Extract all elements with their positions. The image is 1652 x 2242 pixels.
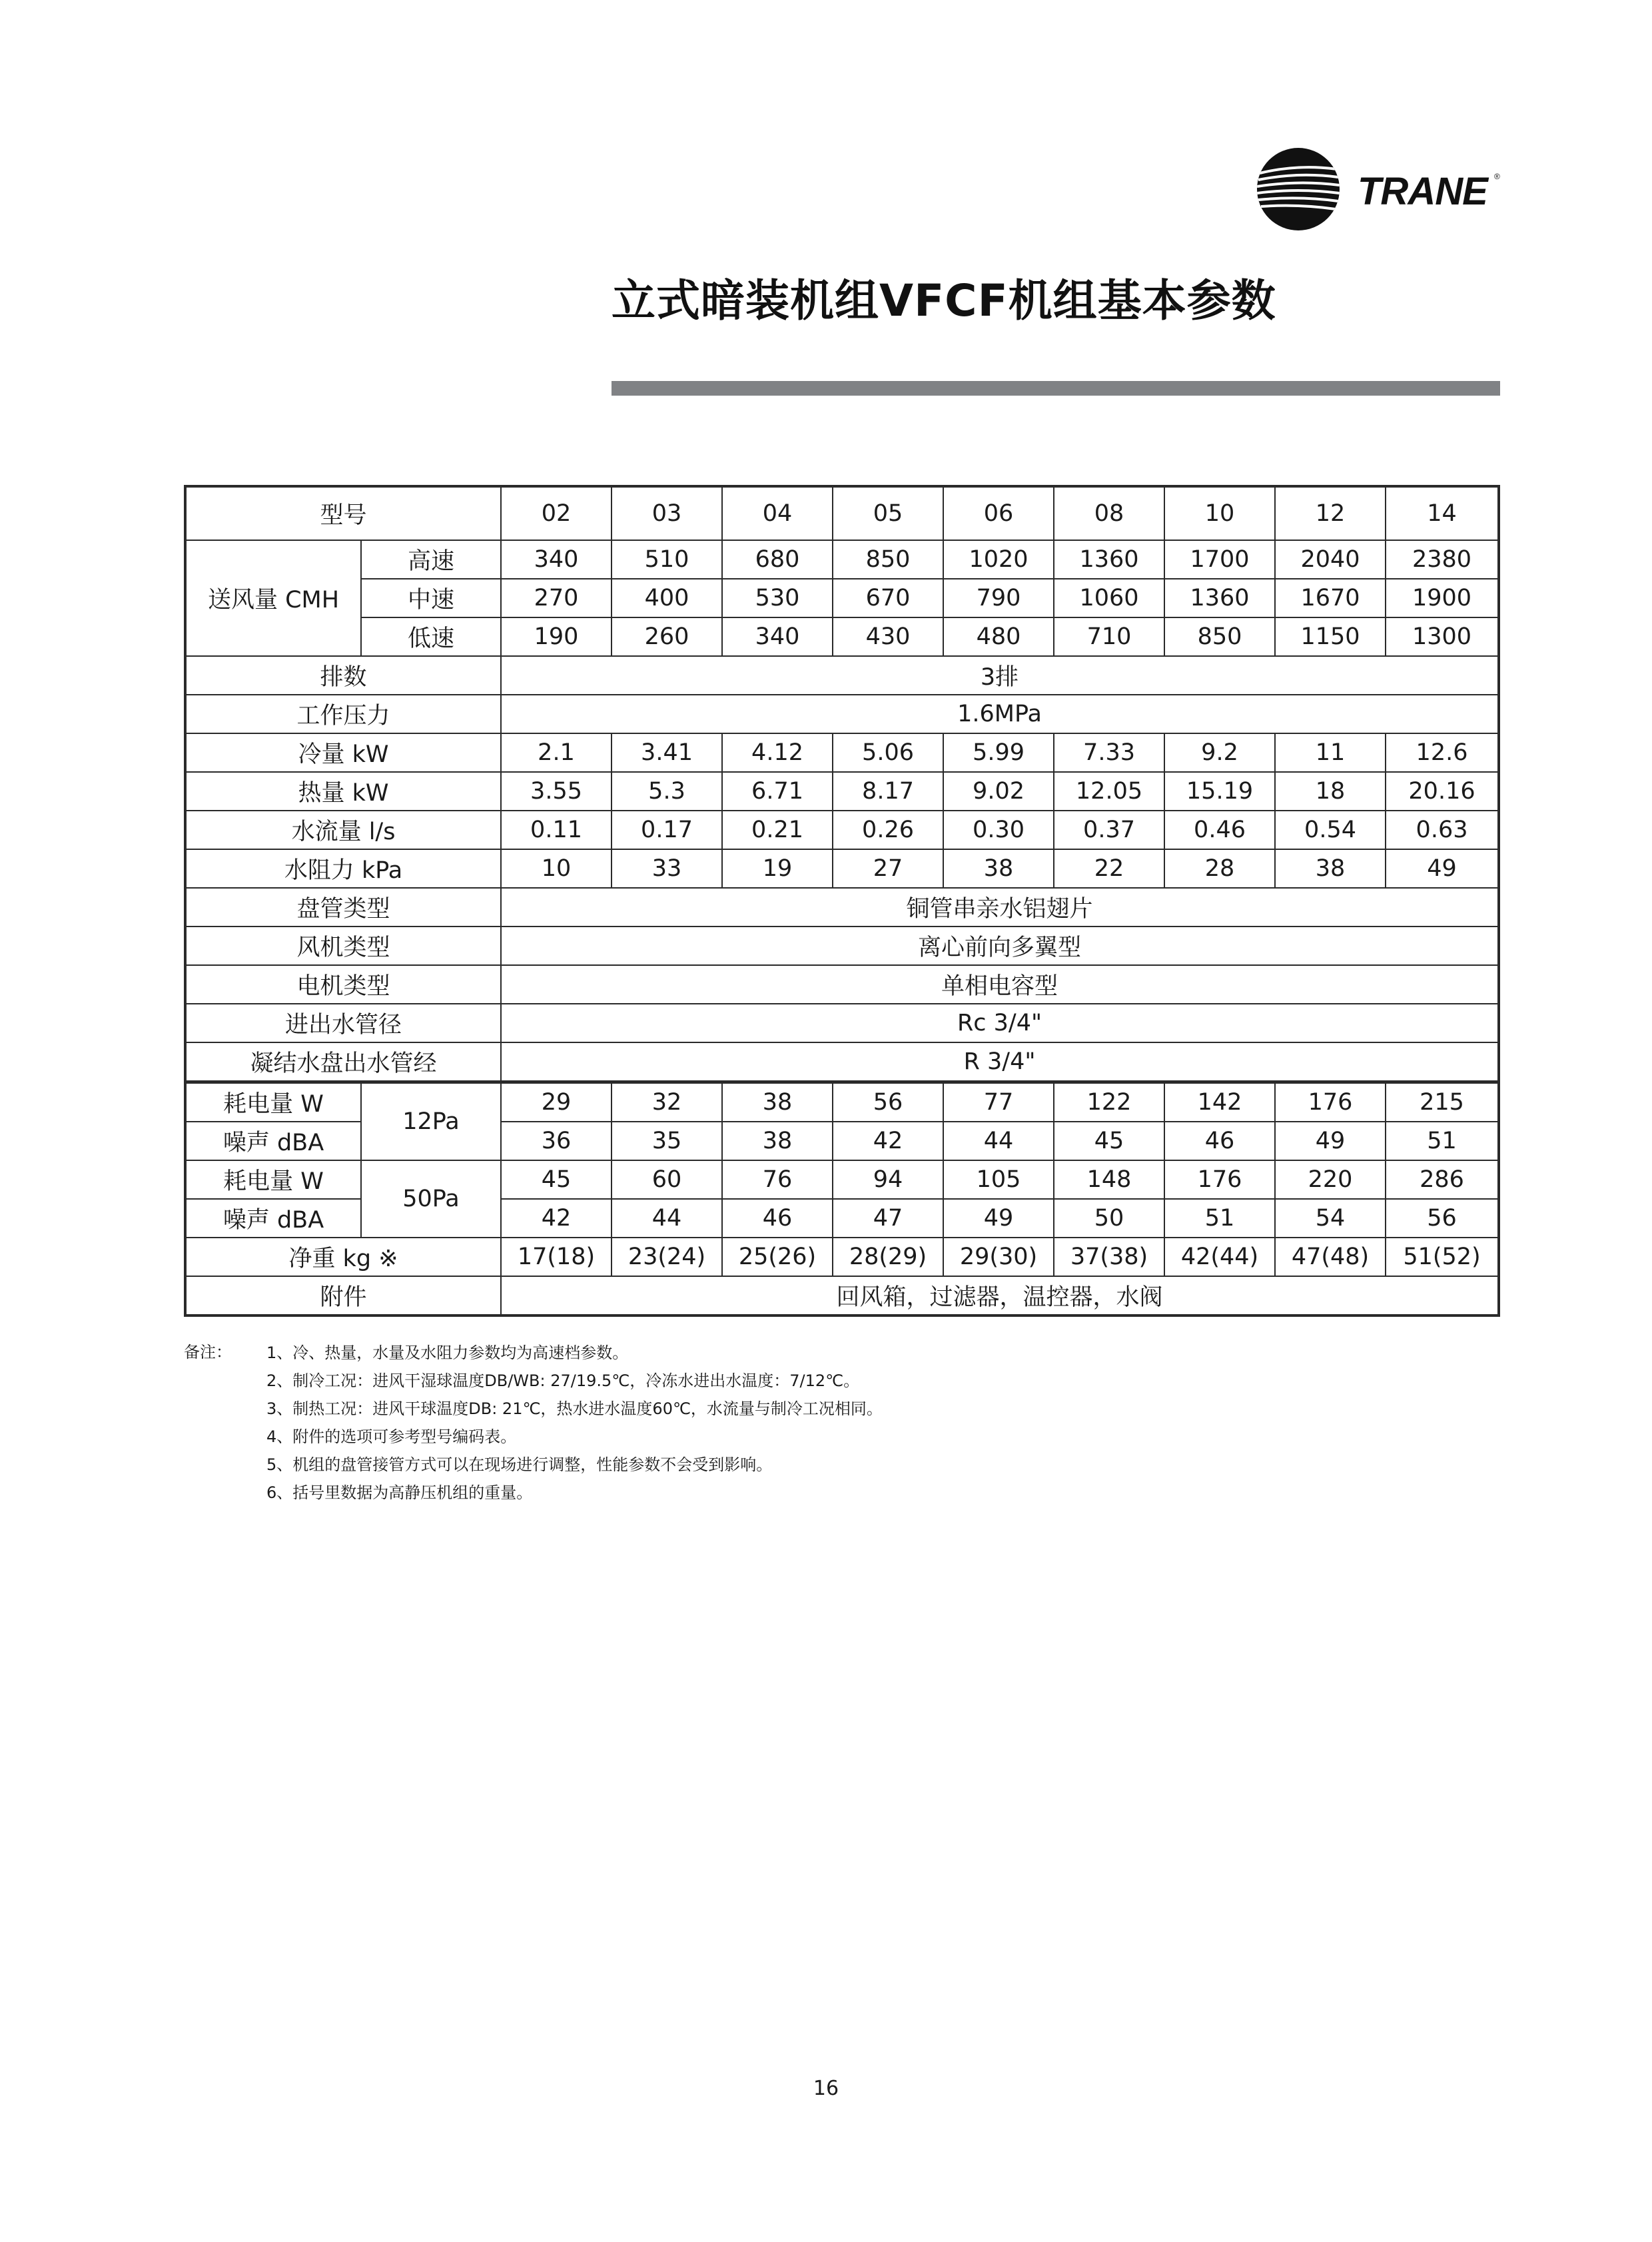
water-resistance-label: 水阻力 kPa <box>185 849 501 888</box>
table-cell: 670 <box>833 579 943 617</box>
model-cell: 02 <box>501 486 612 540</box>
table-cell: 0.63 <box>1386 811 1499 849</box>
table-cell: 1900 <box>1386 579 1499 617</box>
model-cell: 04 <box>722 486 833 540</box>
model-cell: 03 <box>612 486 722 540</box>
table-cell: 38 <box>943 849 1054 888</box>
table-cell: 54 <box>1275 1199 1386 1238</box>
table-cell: 18 <box>1275 772 1386 811</box>
table-cell: 12.6 <box>1386 733 1499 772</box>
table-cell: 6.71 <box>722 772 833 811</box>
table-cell: 42(44) <box>1164 1238 1275 1276</box>
cooling-label: 冷量 kW <box>185 733 501 772</box>
table-cell: 340 <box>722 617 833 656</box>
table-cell: 9.02 <box>943 772 1054 811</box>
table-cell: 32 <box>612 1082 722 1122</box>
table-cell: 4.12 <box>722 733 833 772</box>
table-row <box>185 849 1499 888</box>
table-cell: 105 <box>943 1160 1054 1199</box>
water-flow-label: 水流量 l/s <box>185 811 501 849</box>
table-row <box>185 888 1499 927</box>
table-cell: 1150 <box>1275 617 1386 656</box>
registered-mark: ® <box>1494 172 1500 181</box>
table-row <box>185 772 1499 811</box>
table-cell: 49 <box>943 1199 1054 1238</box>
table-cell: 0.46 <box>1164 811 1275 849</box>
note-item: 3、制热工况：进风干球温度DB: 21℃，热水进水温度60℃，水流量与制冷工况相同。 <box>266 1399 883 1418</box>
trane-logo <box>1256 147 1502 233</box>
table-cell: 1020 <box>943 540 1054 579</box>
trane-emblem-icon <box>1256 147 1341 232</box>
table-cell: 56 <box>1386 1199 1499 1238</box>
table-row <box>185 811 1499 849</box>
speed-label: 低速 <box>361 617 501 656</box>
table-cell: 29(30) <box>943 1238 1054 1276</box>
table-row <box>185 1082 1499 1122</box>
table-cell: 35 <box>612 1122 722 1160</box>
table-cell: 0.26 <box>833 811 943 849</box>
table-cell: 530 <box>722 579 833 617</box>
pipe-size-value: Rc 3/4" <box>501 1004 1499 1042</box>
noise-label: 噪声 dBA <box>185 1122 361 1160</box>
table-cell: 2.1 <box>501 733 612 772</box>
table-cell: 45 <box>1054 1122 1164 1160</box>
table-cell: 60 <box>612 1160 722 1199</box>
page-title: 立式暗装机组VFCF机组基本参数 <box>612 275 1276 326</box>
table-cell: 15.19 <box>1164 772 1275 811</box>
table-cell: 22 <box>1054 849 1164 888</box>
table-cell: 122 <box>1054 1082 1164 1122</box>
table-cell: 270 <box>501 579 612 617</box>
table-cell: 5.06 <box>833 733 943 772</box>
model-cell: 12 <box>1275 486 1386 540</box>
table-cell: 94 <box>833 1160 943 1199</box>
table-cell: 850 <box>1164 617 1275 656</box>
airflow-label: 送风量 CMH <box>185 540 361 656</box>
table-cell: 142 <box>1164 1082 1275 1122</box>
table-row <box>185 695 1499 733</box>
table-cell: 2380 <box>1386 540 1499 579</box>
table-cell: 44 <box>612 1199 722 1238</box>
table-cell: 680 <box>722 540 833 579</box>
fan-type-label: 风机类型 <box>185 927 501 965</box>
table-cell: 23(24) <box>612 1238 722 1276</box>
table-cell: 47(48) <box>1275 1238 1386 1276</box>
note-item: 4、附件的选项可参考型号编码表。 <box>266 1427 517 1446</box>
model-label: 型号 <box>185 486 501 540</box>
table-cell: 28 <box>1164 849 1275 888</box>
table-cell: 400 <box>612 579 722 617</box>
table-row <box>185 733 1499 772</box>
motor-type-value: 单相电容型 <box>501 965 1499 1004</box>
coil-type-value: 铜管串亲水铝翅片 <box>501 888 1499 927</box>
table-cell: 8.17 <box>833 772 943 811</box>
table-cell: 42 <box>833 1122 943 1160</box>
table-cell: 50 <box>1054 1199 1164 1238</box>
table-row <box>185 1004 1499 1042</box>
model-cell: 08 <box>1054 486 1164 540</box>
table-cell: 20.16 <box>1386 772 1499 811</box>
rows-count-value: 3排 <box>501 656 1499 695</box>
table-cell: 56 <box>833 1082 943 1122</box>
table-cell: 710 <box>1054 617 1164 656</box>
power-label: 耗电量 W <box>185 1160 361 1199</box>
table-cell: 5.3 <box>612 772 722 811</box>
table-cell: 0.30 <box>943 811 1054 849</box>
table-cell: 10 <box>501 849 612 888</box>
title-underline-bar <box>612 381 1500 396</box>
table-cell: 5.99 <box>943 733 1054 772</box>
coil-type-label: 盘管类型 <box>185 888 501 927</box>
table-row <box>185 1042 1499 1082</box>
table-cell: 33 <box>612 849 722 888</box>
work-pressure-value: 1.6MPa <box>501 695 1499 733</box>
table-row <box>185 1160 1499 1199</box>
table-cell: 27 <box>833 849 943 888</box>
table-row <box>185 656 1499 695</box>
static-pressure-label: 50Pa <box>361 1160 501 1238</box>
table-cell: 49 <box>1386 849 1499 888</box>
table-cell: 148 <box>1054 1160 1164 1199</box>
table-row <box>185 1276 1499 1315</box>
speed-label: 中速 <box>361 579 501 617</box>
table-cell: 510 <box>612 540 722 579</box>
table-cell: 36 <box>501 1122 612 1160</box>
table-cell: 49 <box>1275 1122 1386 1160</box>
heating-label: 热量 kW <box>185 772 501 811</box>
table-cell: 76 <box>722 1160 833 1199</box>
table-cell: 0.11 <box>501 811 612 849</box>
fan-type-value: 离心前向多翼型 <box>501 927 1499 965</box>
note-item: 1、冷、热量，水量及水阻力参数均为高速档参数。 <box>266 1343 629 1362</box>
page-number: 16 <box>813 2077 839 2100</box>
table-header-row <box>185 486 1499 540</box>
table-cell: 480 <box>943 617 1054 656</box>
accessories-label: 附件 <box>185 1276 501 1315</box>
table-cell: 12.05 <box>1054 772 1164 811</box>
pipe-size-label: 进出水管径 <box>185 1004 501 1042</box>
table-cell: 220 <box>1275 1160 1386 1199</box>
rows-count-label: 排数 <box>185 656 501 695</box>
table-cell: 28(29) <box>833 1238 943 1276</box>
table-cell: 0.21 <box>722 811 833 849</box>
table-cell: 190 <box>501 617 612 656</box>
table-cell: 260 <box>612 617 722 656</box>
table-cell: 430 <box>833 617 943 656</box>
note-item: 5、机组的盘管接管方式可以在现场进行调整，性能参数不会受到影响。 <box>266 1455 773 1474</box>
table-row <box>185 540 1499 579</box>
table-row <box>185 579 1499 617</box>
table-cell: 25(26) <box>722 1238 833 1276</box>
table-cell: 1360 <box>1054 540 1164 579</box>
table-row <box>185 965 1499 1004</box>
table-cell: 3.41 <box>612 733 722 772</box>
table-cell: 17(18) <box>501 1238 612 1276</box>
model-cell: 10 <box>1164 486 1275 540</box>
motor-type-label: 电机类型 <box>185 965 501 1004</box>
speed-label: 高速 <box>361 540 501 579</box>
table-cell: 9.2 <box>1164 733 1275 772</box>
table-cell: 286 <box>1386 1160 1499 1199</box>
drain-size-value: R 3/4" <box>501 1042 1499 1082</box>
notes-list <box>266 1339 883 1507</box>
table-cell: 38 <box>722 1082 833 1122</box>
table-cell: 45 <box>501 1160 612 1199</box>
table-row <box>185 927 1499 965</box>
work-pressure-label: 工作压力 <box>185 695 501 733</box>
table-row <box>185 617 1499 656</box>
table-cell: 0.54 <box>1275 811 1386 849</box>
model-cell: 06 <box>943 486 1054 540</box>
table-cell: 1360 <box>1164 579 1275 617</box>
table-cell: 7.33 <box>1054 733 1164 772</box>
table-cell: 790 <box>943 579 1054 617</box>
table-cell: 0.17 <box>612 811 722 849</box>
table-cell: 1670 <box>1275 579 1386 617</box>
table-cell: 0.37 <box>1054 811 1164 849</box>
table-cell: 176 <box>1164 1160 1275 1199</box>
table-cell: 46 <box>1164 1122 1275 1160</box>
table-cell: 44 <box>943 1122 1054 1160</box>
table-cell: 51(52) <box>1386 1238 1499 1276</box>
table-cell: 1060 <box>1054 579 1164 617</box>
spec-table <box>184 485 1500 1317</box>
notes-label: 备注： <box>184 1343 232 1361</box>
note-item: 6、括号里数据为高静压机组的重量。 <box>266 1483 533 1502</box>
table-cell: 215 <box>1386 1082 1499 1122</box>
table-cell: 38 <box>722 1122 833 1160</box>
noise-label: 噪声 dBA <box>185 1199 361 1238</box>
table-cell: 77 <box>943 1082 1054 1122</box>
table-cell: 38 <box>1275 849 1386 888</box>
static-pressure-label: 12Pa <box>361 1082 501 1161</box>
table-cell: 3.55 <box>501 772 612 811</box>
table-cell: 11 <box>1275 733 1386 772</box>
table-cell: 2040 <box>1275 540 1386 579</box>
table-cell: 1700 <box>1164 540 1275 579</box>
table-cell: 19 <box>722 849 833 888</box>
table-cell: 51 <box>1386 1122 1499 1160</box>
table-cell: 46 <box>722 1199 833 1238</box>
power-label: 耗电量 W <box>185 1082 361 1122</box>
table-cell: 29 <box>501 1082 612 1122</box>
table-cell: 340 <box>501 540 612 579</box>
table-cell: 47 <box>833 1199 943 1238</box>
trane-wordmark: TRANE <box>1358 170 1487 213</box>
table-cell: 850 <box>833 540 943 579</box>
accessories-value: 回风箱，过滤器，温控器，水阀 <box>501 1276 1499 1315</box>
table-cell: 42 <box>501 1199 612 1238</box>
net-weight-label: 净重 kg ※ <box>185 1238 501 1276</box>
table-cell: 51 <box>1164 1199 1275 1238</box>
table-cell: 1300 <box>1386 617 1499 656</box>
model-cell: 14 <box>1386 486 1499 540</box>
note-item: 2、制冷工况：进风干湿球温度DB/WB: 27/19.5℃，冷冻水进出水温度：7/12℃。 <box>266 1371 860 1390</box>
model-cell: 05 <box>833 486 943 540</box>
drain-size-label: 凝结水盘出水管经 <box>185 1042 501 1082</box>
table-row <box>185 1238 1499 1276</box>
table-cell: 37(38) <box>1054 1238 1164 1276</box>
table-cell: 176 <box>1275 1082 1386 1122</box>
